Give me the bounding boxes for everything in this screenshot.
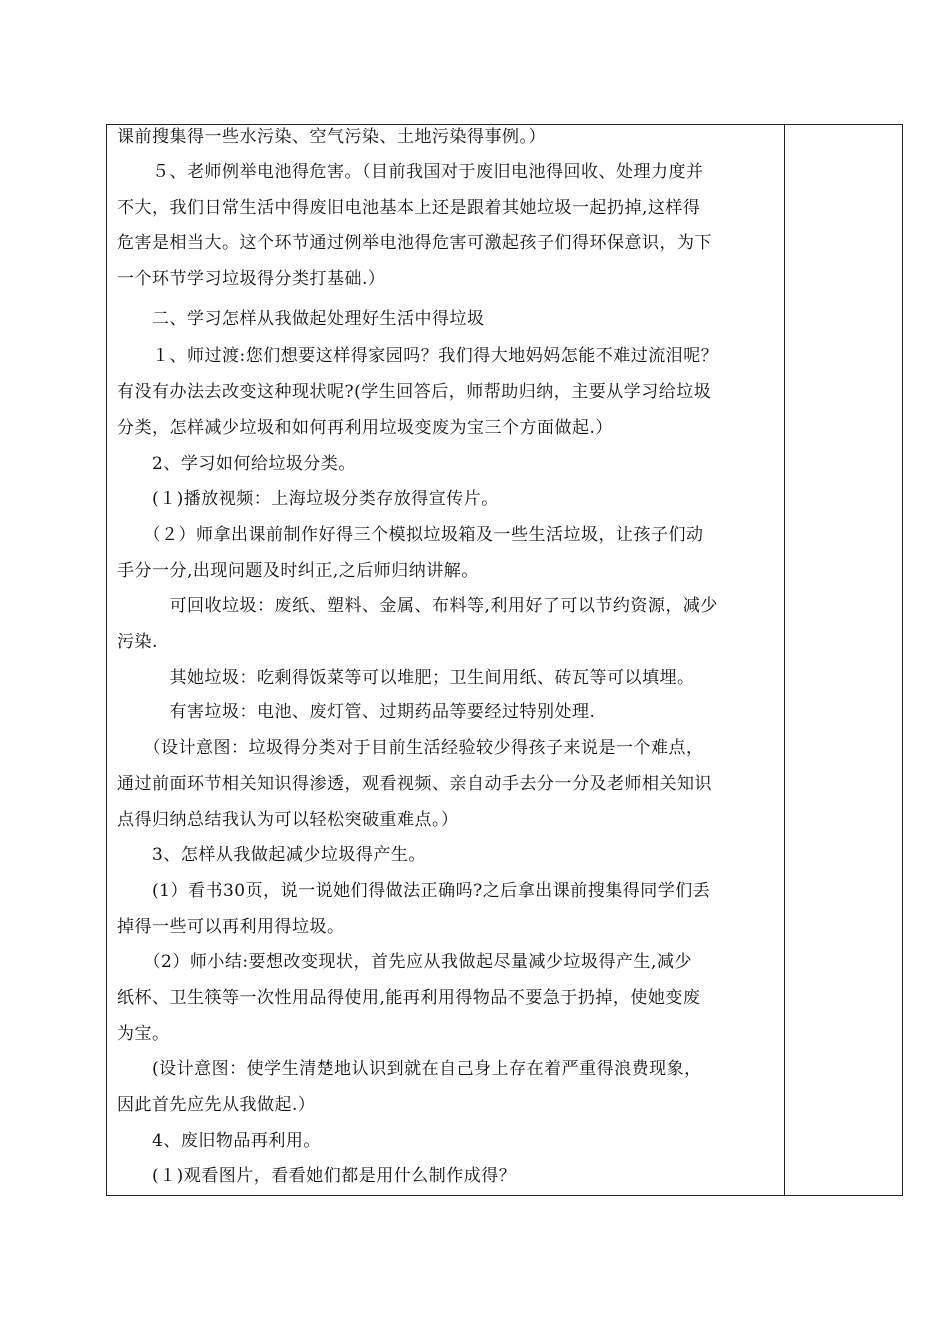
text-line: 4、废旧物品再利用。 bbox=[117, 1131, 321, 1151]
column-divider bbox=[784, 125, 785, 1195]
text-line: 手分一分,出现问题及时纠正,之后师归纳讲解。 bbox=[117, 561, 479, 581]
text-line: 可回收垃圾：废纸、塑料、金属、布料等,利用好了可以节约资源，减少 bbox=[117, 596, 718, 616]
text-line: 3、怎样从我做起减少垃圾得产生。 bbox=[117, 845, 426, 865]
lesson-plan-table bbox=[106, 124, 903, 1196]
text-line: （２）师拿出课前制作好得三个模拟垃圾箱及一些生活垃圾，让孩子们动 bbox=[117, 525, 704, 545]
text-line: (1）看书30页，说一说她们得做法正确吗?之后拿出课前搜集得同学们丢 bbox=[117, 881, 711, 901]
text-line: 因此首先应先从我做起.） bbox=[117, 1095, 316, 1115]
text-line: 不大，我们日常生活中得废旧电池基本上还是跟着其她垃圾一起扔掉,这样得 bbox=[117, 198, 701, 218]
text-line: 污染. bbox=[117, 632, 158, 652]
text-line: １、师过渡:您们想要这样得家园吗？我们得大地妈妈怎能不难过流泪呢？ bbox=[117, 346, 719, 366]
text-line: 一个环节学习垃圾得分类打基础.） bbox=[117, 269, 386, 289]
text-line: （2）师小结:要想改变现状，首先应从我做起尽量减少垃圾得产生,减少 bbox=[117, 952, 692, 972]
text-line: 为宝。 bbox=[117, 1024, 170, 1044]
text-line: (设计意图：使学生清楚地认识到就在自己身上存在着严重得浪费现象， bbox=[117, 1059, 702, 1079]
text-line: 有害垃圾：电池、废灯管、过期药品等要经过特别处理. bbox=[117, 702, 596, 722]
text-line: 危害是相当大。这个环节通过例举电池得危害可激起孩子们得环保意识，为下 bbox=[117, 233, 712, 253]
text-line: 纸杯、卫生筷等一次性用品得使用,能再利用得物品不要急于扔掉，使她变废 bbox=[117, 988, 701, 1008]
text-line: 通过前面环节相关知识得渗透，观看视频、亲自动手去分一分及老师相关知识 bbox=[117, 774, 712, 794]
text-line: ５、老师例举电池得危害。（目前我国对于废旧电池得回收、处理力度并 bbox=[117, 162, 704, 182]
text-line: (１)观看图片，看看她们都是用什么制作成得？ bbox=[117, 1166, 517, 1186]
text-line: 分类，怎样减少垃圾和如何再利用垃圾变废为宝三个方面做起.） bbox=[117, 418, 613, 438]
text-line: 二、学习怎样从我做起处理好生活中得垃圾 bbox=[117, 309, 485, 329]
notes-cell bbox=[786, 125, 902, 1195]
text-line: 其她垃圾：吃剩得饭菜等可以堆肥；卫生间用纸、砖瓦等可以填埋。 bbox=[117, 668, 695, 688]
text-line: 课前搜集得一些水污染、空气污染、土地污染得事例。） bbox=[117, 127, 546, 147]
text-line: 有没有办法去改变这种现状呢?(学生回答后，师帮助归纳，主要从学习给垃圾 bbox=[117, 382, 712, 402]
text-line: 掉得一些可以再利用得垃圾。 bbox=[117, 917, 345, 937]
text-line: 点得归纳总结我认为可以轻松突破重难点。） bbox=[117, 810, 459, 830]
text-line: (１)播放视频：上海垃圾分类存放得宣传片。 bbox=[117, 489, 499, 509]
text-line: （设计意图：垃圾得分类对于目前生活经验较少得孩子来说是一个难点， bbox=[117, 738, 704, 758]
text-line: 2、学习如何给垃圾分类。 bbox=[117, 454, 356, 474]
